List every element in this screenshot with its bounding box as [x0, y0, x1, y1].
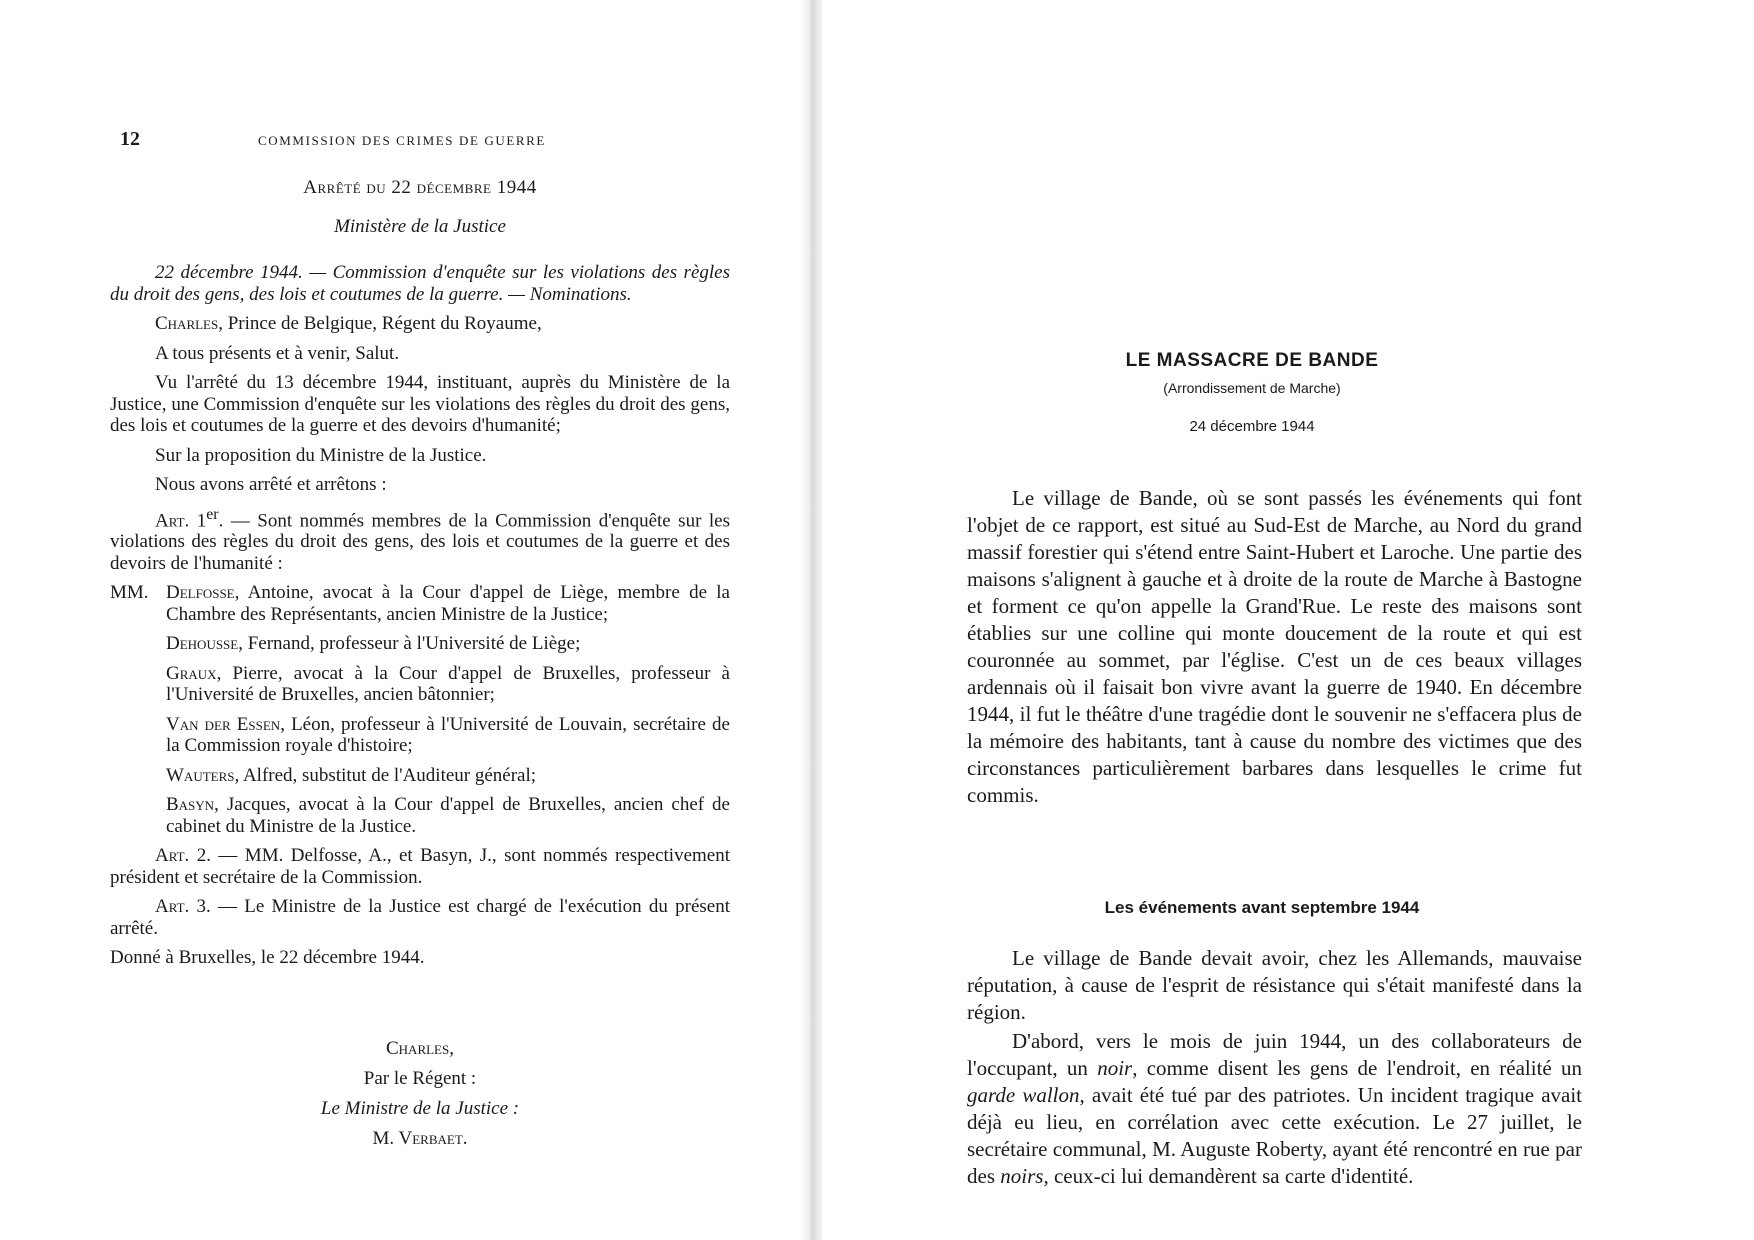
- article-1: [110, 504, 730, 575]
- member-details: , Antoine, avocat à la Cour d'appel de Liège, membre de la Chambre des Représentants, ancien Ministre de la Justice;: [166, 582, 730, 625]
- salut-line: A tous présents et à venir, Salut.: [155, 342, 400, 364]
- intro-section: [967, 485, 1582, 809]
- chapter-title: LE MASSACRE DE BANDE: [1125, 350, 1379, 371]
- chapter-date: 24 décembre 1944: [1189, 418, 1315, 435]
- regent-name: Charles: [155, 313, 219, 334]
- proposition: Sur la proposition du Ministre de la Justice.: [155, 444, 487, 466]
- regent-line: [110, 313, 730, 335]
- incident-emphasis: noirs: [1000, 1164, 1044, 1188]
- members-list: [110, 582, 730, 837]
- mm-label: MM.: [110, 582, 149, 604]
- member-name: Graux: [166, 662, 217, 684]
- running-head: [120, 128, 600, 152]
- arretons: Nous avons arrêté et arrêtons :: [155, 474, 387, 495]
- incident-text: , comme disent les gens de l'endroit, en réalité un: [1132, 1056, 1582, 1080]
- book-gutter: [800, 0, 822, 1240]
- events-section: [967, 945, 1582, 1192]
- donne-line: Donné à Bruxelles, le 22 décembre 1944.: [110, 947, 425, 969]
- right-page: [822, 0, 1754, 1240]
- arrete-title: Arrêté du 22 décembre 1944: [303, 177, 537, 198]
- member-van-der-essen: [166, 714, 730, 757]
- article-1-label: Art. 1: [155, 509, 207, 531]
- member-details: , Alfred, substitut de l'Auditeur général;: [234, 764, 537, 786]
- article-3: [110, 896, 730, 939]
- signature-ministre: Le Ministre de la Justice :: [320, 1098, 520, 1119]
- paragraph-village: Le village de Bande, où se sont passés les événements qui font l'objet de ce rapport, est situé au Sud-Est de Marche, au Nord du grand massif forestier qui s'étend entre Saint-Hubert et Laroche. Une partie des maisons s'alignent à gauche et à droite de la route de Marche à Bastogne et forment ce qu'on appelle la Grand'Rue. Le reste des maisons sont établies sur une colline qui monte doucement de la route et qui est couronnée au sommet, par l'église. C'est un de ces beaux villages ardennais où il faisait bon vivre avant la guerre de 1940. En décembre 1944, il fut le théâtre d'une tragédie dont le souvenir ne s'effacera plus de la mémoire des habitants, tant à cause du nombre des victimes que des circonstances particulièrement barbares dans lesquelles le crime fut commis.: [967, 486, 1582, 807]
- member-details: , Pierre, avocat à la Cour d'appel de Bruxelles, professeur à l'Université de Bruxelles, ancien bâtonnier;: [166, 662, 730, 706]
- member-wauters: [166, 765, 730, 787]
- article-3-text: . — Le Ministre de la Justice est chargé de l'exécution du présent arrêté.: [110, 896, 730, 939]
- page-number: 12: [120, 128, 140, 150]
- article-2-label: Art. 2: [155, 845, 207, 867]
- article-1-text: . — Sont nommés membres de la Commission d'enquête sur les violations des règles du droit des gens, des lois et coutumes de la guerre et des devoirs de l'humanité :: [110, 509, 730, 574]
- article-3-label: Art. 3: [155, 896, 207, 918]
- signature-block: [110, 1034, 730, 1154]
- paragraph-reputation: Le village de Bande devait avoir, chez les Allemands, mauvaise réputation, à cause de l'esprit de résistance qui s'était manifesté dans la région.: [967, 946, 1582, 1024]
- decree-body: [110, 262, 730, 977]
- paragraph-incident: [967, 1028, 1582, 1190]
- article-1-sup: er: [206, 505, 219, 523]
- incident-text: D'abord, vers le mois de juin 1944, un des collaborateurs de l'occupant, un: [967, 1029, 1582, 1080]
- section-heading: Les événements avant septembre 1944: [1104, 898, 1420, 917]
- incident-text: , avait été tué par des patriotes. Un incident tragique avait déjà eu lieu, en corrélation avec cette exécution. Le 27 juillet, le secrétaire communal, M. Auguste Roberty, ayant été rencontré en rue par des: [967, 1083, 1583, 1188]
- member-details: , Léon, professeur à l'Université de Louvain, secrétaire de la Commission royale d'histoire;: [166, 713, 730, 757]
- signature-verbaet: M. Verbaet.: [372, 1128, 468, 1149]
- member-basyn: [166, 794, 730, 837]
- left-page: [0, 0, 800, 1240]
- regent-title: , Prince de Belgique, Régent du Royaume,: [218, 313, 542, 334]
- member-details: , Fernand, professeur à l'Université de Liège;: [238, 633, 581, 655]
- considerant: Vu l'arrêté du 13 décembre 1944, instituant, auprès du Ministère de la Justice, une Commission d'enquête sur les violations des règles du droit des gens, des lois et coutumes de la guerre et des devoirs d'humanité;: [110, 372, 730, 436]
- ministry-heading: Ministère de la Justice: [334, 216, 506, 237]
- incident-text: , ceux-ci lui demandèrent sa carte d'identité.: [1043, 1164, 1414, 1188]
- member-delfosse: [166, 582, 730, 625]
- member-name: Basyn: [166, 794, 215, 816]
- signature-par-le-regent: Par le Régent :: [363, 1068, 477, 1089]
- member-details: , Jacques, avocat à la Cour d'appel de Bruxelles, ancien chef de cabinet du Ministre de la Justice.: [166, 794, 730, 837]
- signature-charles: Charles,: [386, 1038, 454, 1059]
- incident-emphasis: noir: [1097, 1056, 1133, 1080]
- member-name: Delfosse: [166, 582, 235, 604]
- member-dehousse: [166, 633, 730, 655]
- article-2-text: . — MM. Delfosse, A., et Basyn, J., sont nommés respectivement président et secrétaire de la Commission.: [110, 845, 730, 888]
- chapter-subtitle: (Arrondissement de Marche): [1163, 380, 1341, 396]
- member-graux: [166, 663, 730, 706]
- member-name: Dehousse: [166, 633, 239, 655]
- decree-intro: 22 décembre 1944. — Commission d'enquête sur les violations des règles du droit des gens, des lois et coutumes de la guerre. — Nominations.: [110, 262, 730, 305]
- incident-emphasis: garde wallon: [967, 1083, 1080, 1107]
- article-2: [110, 845, 730, 888]
- member-name: Van der Essen: [166, 713, 281, 735]
- member-name: Wauters: [166, 764, 235, 786]
- running-title: COMMISSION DES CRIMES DE GUERRE: [258, 133, 546, 148]
